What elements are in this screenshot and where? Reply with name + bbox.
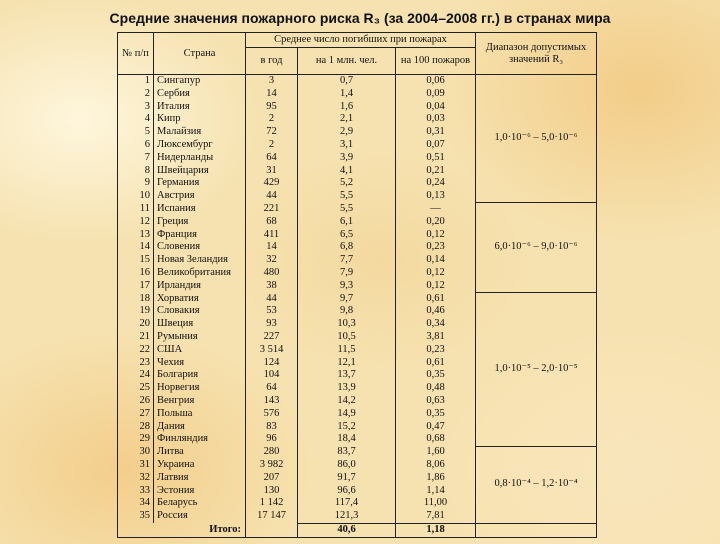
deaths-per-year: 480 (246, 267, 298, 280)
deaths-per-year: 2 (246, 139, 298, 152)
country-name: Словакия (154, 305, 246, 318)
deaths-per-100-fires: 0,14 (396, 254, 476, 267)
country-name: Венгрия (154, 395, 246, 408)
row-number: 25 (118, 382, 154, 395)
deaths-per-100-fires: 0,09 (396, 88, 476, 101)
country-name: Чехия (154, 357, 246, 370)
row-number: 15 (118, 254, 154, 267)
row-number: 24 (118, 369, 154, 382)
deaths-per-100-fires: — (396, 203, 476, 216)
country-name: Сербия (154, 88, 246, 101)
row-number: 17 (118, 280, 154, 293)
deaths-per-100-fires: 0,68 (396, 433, 476, 446)
country-name: Люксембург (154, 139, 246, 152)
total-per-million: 40,6 (298, 523, 396, 537)
range-value: 0,8·10⁻⁴ – 1,2·10⁻⁴ (476, 446, 597, 523)
row-number: 14 (118, 241, 154, 254)
deaths-per-million: 9,7 (298, 293, 396, 306)
row-number: 35 (118, 510, 154, 523)
row-number: 16 (118, 267, 154, 280)
country-name: Швейцария (154, 165, 246, 178)
deaths-per-year: 429 (246, 177, 298, 190)
deaths-per-100-fires: 0,61 (396, 357, 476, 370)
row-number: 27 (118, 408, 154, 421)
country-name: Латвия (154, 472, 246, 485)
deaths-per-million: 4,1 (298, 165, 396, 178)
range-value: 1,0·10⁻⁶ – 5,0·10⁻⁶ (476, 75, 597, 203)
row-number: 28 (118, 421, 154, 434)
deaths-per-100-fires: 7,81 (396, 510, 476, 523)
country-name: Дания (154, 421, 246, 434)
deaths-per-100-fires: 11,00 (396, 497, 476, 510)
deaths-per-million: 83,7 (298, 446, 396, 459)
range-value: 1,0·10⁻⁵ – 2,0·10⁻⁵ (476, 293, 597, 447)
country-name: Украина (154, 459, 246, 472)
deaths-per-year: 3 982 (246, 459, 298, 472)
country-name: Эстония (154, 485, 246, 498)
deaths-per-100-fires: 0,46 (396, 305, 476, 318)
table-header (118, 33, 597, 75)
country-name: Новая Зеландия (154, 254, 246, 267)
deaths-per-million: 6,8 (298, 241, 396, 254)
deaths-per-100-fires: 0,61 (396, 293, 476, 306)
deaths-per-million: 121,3 (298, 510, 396, 523)
country-name: Австрия (154, 190, 246, 203)
deaths-per-million: 5,5 (298, 190, 396, 203)
row-number: 31 (118, 459, 154, 472)
deaths-per-100-fires: 0,48 (396, 382, 476, 395)
deaths-per-million: 9,8 (298, 305, 396, 318)
deaths-per-100-fires: 8,06 (396, 459, 476, 472)
header-country: Страна (154, 33, 246, 75)
row-number: 7 (118, 152, 154, 165)
row-number: 20 (118, 318, 154, 331)
deaths-per-year: 3 514 (246, 344, 298, 357)
country-name: Финляндия (154, 433, 246, 446)
fire-risk-table (117, 32, 597, 538)
deaths-per-year: 411 (246, 229, 298, 242)
deaths-per-100-fires: 3,81 (396, 331, 476, 344)
deaths-per-million: 2,9 (298, 126, 396, 139)
deaths-per-year: 64 (246, 382, 298, 395)
table-row (118, 203, 597, 216)
country-name: Россия (154, 510, 246, 523)
row-number: 3 (118, 101, 154, 114)
header-deaths-group: Среднее число погибших при пожарах (246, 33, 476, 48)
header-per-million: на 1 млн. чел. (298, 48, 396, 75)
deaths-per-year: 96 (246, 433, 298, 446)
deaths-per-100-fires: 1,86 (396, 472, 476, 485)
deaths-per-year: 280 (246, 446, 298, 459)
deaths-per-year: 17 147 (246, 510, 298, 523)
page-title: Средние значения пожарного риска R₃ (за 2004–2008 гг.) в странах мира (109, 10, 611, 26)
table-row (118, 293, 597, 306)
deaths-per-million: 3,9 (298, 152, 396, 165)
total-row (118, 523, 597, 537)
deaths-per-million: 10,5 (298, 331, 396, 344)
deaths-per-million: 18,4 (298, 433, 396, 446)
country-name: Беларусь (154, 497, 246, 510)
deaths-per-year: 207 (246, 472, 298, 485)
deaths-per-year: 83 (246, 421, 298, 434)
table-row (118, 75, 597, 88)
deaths-per-million: 13,7 (298, 369, 396, 382)
header-per-year: в год (246, 48, 298, 75)
deaths-per-year: 32 (246, 254, 298, 267)
row-number: 29 (118, 433, 154, 446)
deaths-per-year: 104 (246, 369, 298, 382)
deaths-per-100-fires: 0,23 (396, 344, 476, 357)
deaths-per-million: 6,1 (298, 216, 396, 229)
row-number: 22 (118, 344, 154, 357)
row-number: 18 (118, 293, 154, 306)
country-name: Польша (154, 408, 246, 421)
country-name: Литва (154, 446, 246, 459)
deaths-per-100-fires: 0,35 (396, 408, 476, 421)
row-number: 12 (118, 216, 154, 229)
deaths-per-year: 124 (246, 357, 298, 370)
deaths-per-100-fires: 0,12 (396, 267, 476, 280)
deaths-per-year: 44 (246, 190, 298, 203)
country-name: Кипр (154, 113, 246, 126)
table-body (118, 75, 597, 538)
deaths-per-100-fires: 0,12 (396, 280, 476, 293)
country-name: Испания (154, 203, 246, 216)
total-per-year (246, 523, 298, 537)
country-name: Нидерланды (154, 152, 246, 165)
row-number: 10 (118, 190, 154, 203)
deaths-per-year: 44 (246, 293, 298, 306)
country-name: Франция (154, 229, 246, 242)
deaths-per-100-fires: 0,04 (396, 101, 476, 114)
deaths-per-100-fires: 0,24 (396, 177, 476, 190)
deaths-per-year: 14 (246, 241, 298, 254)
range-value: 6,0·10⁻⁶ – 9,0·10⁻⁶ (476, 203, 597, 293)
deaths-per-million: 1,4 (298, 88, 396, 101)
deaths-per-100-fires: 0,13 (396, 190, 476, 203)
country-name: Греция (154, 216, 246, 229)
row-number: 1 (118, 75, 154, 88)
row-number: 30 (118, 446, 154, 459)
row-number: 13 (118, 229, 154, 242)
deaths-per-year: 31 (246, 165, 298, 178)
deaths-per-year: 2 (246, 113, 298, 126)
deaths-per-million: 96,6 (298, 485, 396, 498)
row-number: 34 (118, 497, 154, 510)
deaths-per-100-fires: 0,06 (396, 75, 476, 88)
row-number: 19 (118, 305, 154, 318)
row-number: 33 (118, 485, 154, 498)
deaths-per-year: 221 (246, 203, 298, 216)
country-name: Болгария (154, 369, 246, 382)
country-name: Малайзия (154, 126, 246, 139)
deaths-per-million: 7,7 (298, 254, 396, 267)
row-number: 21 (118, 331, 154, 344)
deaths-per-100-fires: 0,47 (396, 421, 476, 434)
deaths-per-million: 14,2 (298, 395, 396, 408)
deaths-per-million: 1,6 (298, 101, 396, 114)
deaths-per-million: 9,3 (298, 280, 396, 293)
country-name: Швеция (154, 318, 246, 331)
deaths-per-year: 227 (246, 331, 298, 344)
row-number: 26 (118, 395, 154, 408)
header-range: Диапазон допустимых значений R₃ (476, 33, 597, 75)
total-label: Итого: (118, 523, 246, 537)
deaths-per-million: 5,2 (298, 177, 396, 190)
deaths-per-100-fires: 1,14 (396, 485, 476, 498)
row-number: 2 (118, 88, 154, 101)
country-name: Великобритания (154, 267, 246, 280)
deaths-per-year: 3 (246, 75, 298, 88)
deaths-per-100-fires: 0,12 (396, 229, 476, 242)
deaths-per-million: 7,9 (298, 267, 396, 280)
deaths-per-year: 95 (246, 101, 298, 114)
row-number: 11 (118, 203, 154, 216)
deaths-per-million: 5,5 (298, 203, 396, 216)
deaths-per-year: 72 (246, 126, 298, 139)
deaths-per-100-fires: 0,03 (396, 113, 476, 126)
deaths-per-million: 10,3 (298, 318, 396, 331)
row-number: 6 (118, 139, 154, 152)
row-number: 9 (118, 177, 154, 190)
row-number: 8 (118, 165, 154, 178)
deaths-per-year: 38 (246, 280, 298, 293)
total-per-100-fires: 1,18 (396, 523, 476, 537)
deaths-per-million: 11,5 (298, 344, 396, 357)
deaths-per-million: 3,1 (298, 139, 396, 152)
row-number: 23 (118, 357, 154, 370)
country-name: Италия (154, 101, 246, 114)
deaths-per-year: 130 (246, 485, 298, 498)
deaths-per-100-fires: 0,20 (396, 216, 476, 229)
deaths-per-million: 14,9 (298, 408, 396, 421)
header-per-100-fires: на 100 пожаров (396, 48, 476, 75)
country-name: Хорватия (154, 293, 246, 306)
country-name: Румыния (154, 331, 246, 344)
deaths-per-100-fires: 0,34 (396, 318, 476, 331)
row-number: 32 (118, 472, 154, 485)
deaths-per-million: 13,9 (298, 382, 396, 395)
deaths-per-year: 64 (246, 152, 298, 165)
row-number: 4 (118, 113, 154, 126)
deaths-per-100-fires: 0,23 (396, 241, 476, 254)
deaths-per-year: 1 142 (246, 497, 298, 510)
deaths-per-million: 2,1 (298, 113, 396, 126)
deaths-per-year: 143 (246, 395, 298, 408)
deaths-per-100-fires: 0,51 (396, 152, 476, 165)
country-name: Словения (154, 241, 246, 254)
deaths-per-million: 86,0 (298, 459, 396, 472)
country-name: США (154, 344, 246, 357)
deaths-per-million: 117,4 (298, 497, 396, 510)
deaths-per-100-fires: 0,63 (396, 395, 476, 408)
deaths-per-100-fires: 0,07 (396, 139, 476, 152)
deaths-per-year: 93 (246, 318, 298, 331)
table-row (118, 446, 597, 459)
deaths-per-million: 15,2 (298, 421, 396, 434)
deaths-per-100-fires: 1,60 (396, 446, 476, 459)
deaths-per-year: 576 (246, 408, 298, 421)
deaths-per-100-fires: 0,21 (396, 165, 476, 178)
country-name: Норвегия (154, 382, 246, 395)
country-name: Сингапур (154, 75, 246, 88)
deaths-per-million: 12,1 (298, 357, 396, 370)
country-name: Ирландия (154, 280, 246, 293)
deaths-per-year: 68 (246, 216, 298, 229)
deaths-per-year: 53 (246, 305, 298, 318)
total-range (476, 523, 597, 537)
deaths-per-million: 91,7 (298, 472, 396, 485)
deaths-per-million: 0,7 (298, 75, 396, 88)
deaths-per-100-fires: 0,31 (396, 126, 476, 139)
header-num: № п/п (118, 33, 154, 75)
deaths-per-million: 6,5 (298, 229, 396, 242)
deaths-per-year: 14 (246, 88, 298, 101)
row-number: 5 (118, 126, 154, 139)
country-name: Германия (154, 177, 246, 190)
deaths-per-100-fires: 0,35 (396, 369, 476, 382)
